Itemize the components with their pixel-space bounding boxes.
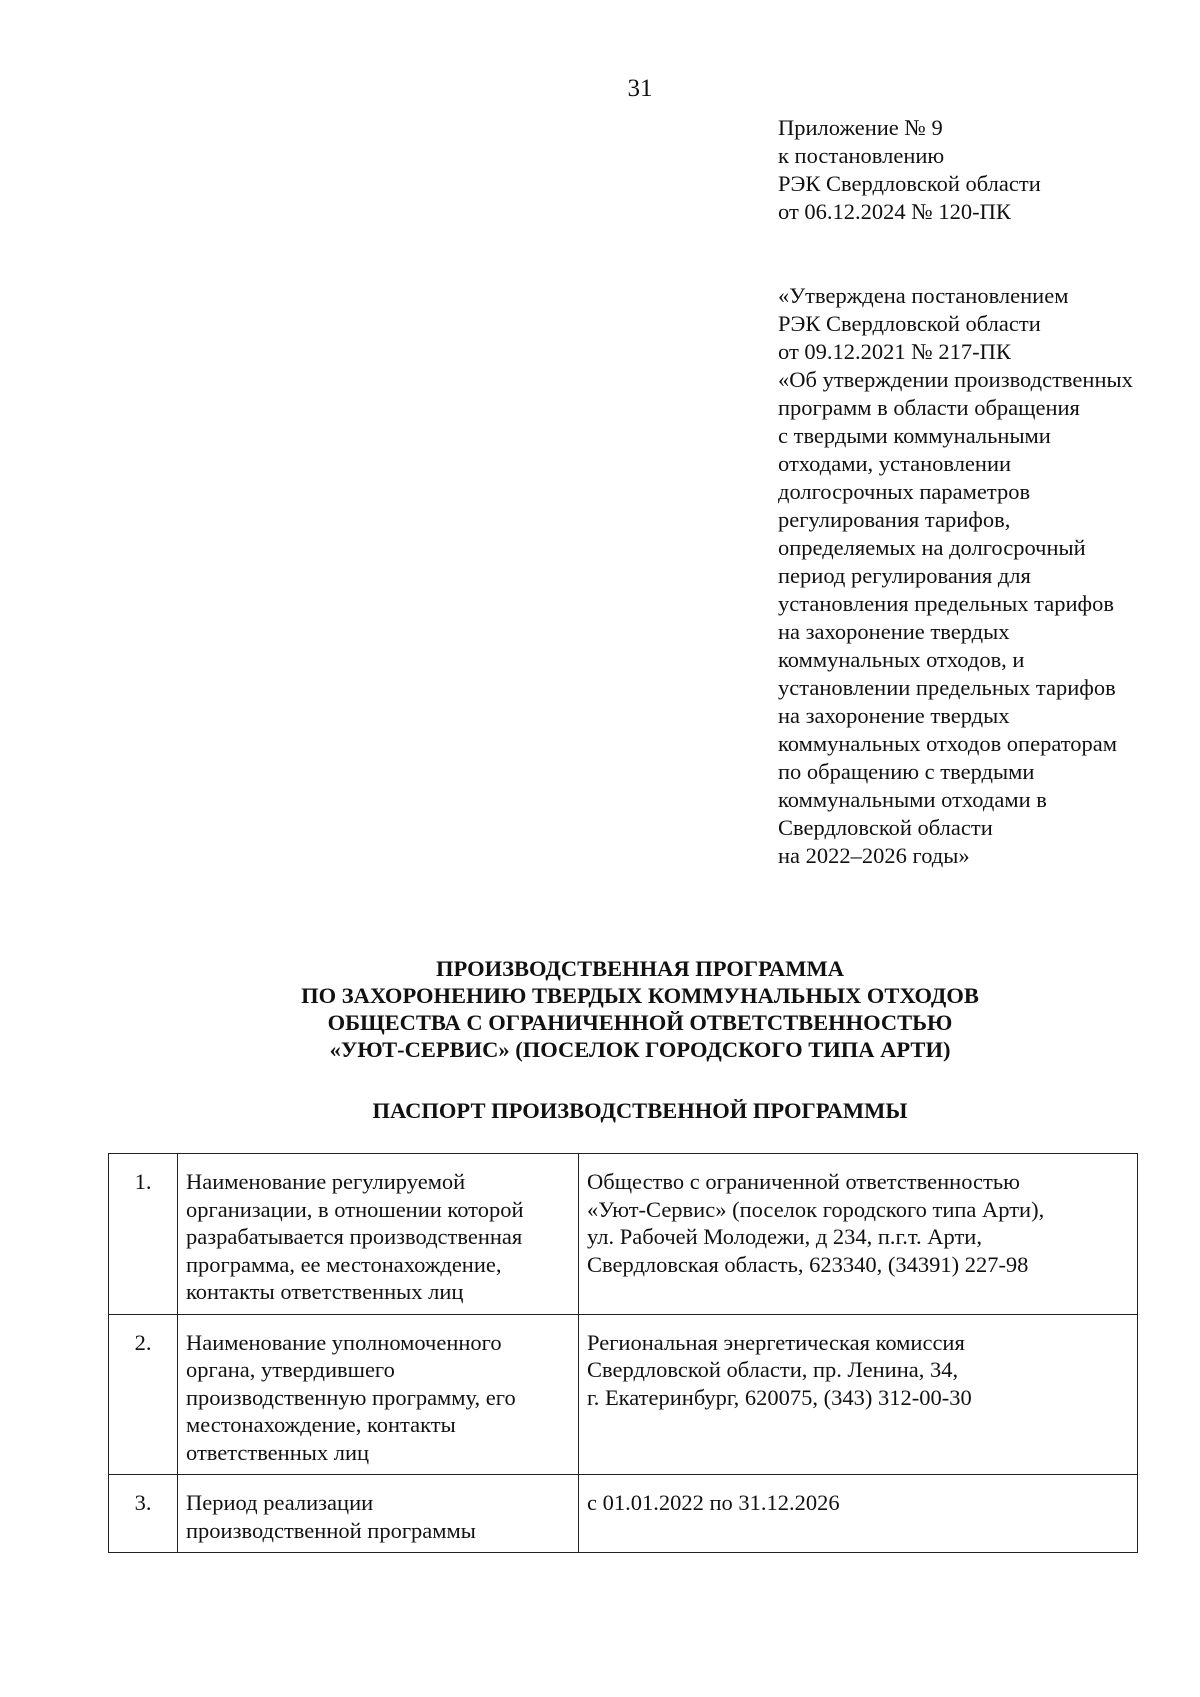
approval-line: определяемых на долгосрочный bbox=[778, 535, 1086, 560]
approval-reference bbox=[778, 282, 1188, 870]
row-label-line: контакты ответственных лиц bbox=[186, 1279, 464, 1304]
row-value-line: с 01.01.2022 по 31.12.2026 bbox=[587, 1490, 840, 1515]
row-label-line: Наименование уполномоченного bbox=[186, 1329, 502, 1355]
approval-line: «Об утверждении производственных bbox=[778, 367, 1133, 392]
row-value-line: «Уют-Сервис» (поселок городского типа Арти), bbox=[587, 1196, 1045, 1222]
approval-line: отходами, установлении bbox=[778, 451, 1012, 476]
row-value-line: г. Екатеринбург, 620075, (343) 312-00-30 bbox=[587, 1384, 972, 1410]
approval-line: на захоронение твердых bbox=[778, 703, 1010, 728]
approval-line: установления предельных тарифов bbox=[778, 591, 1114, 616]
row-label bbox=[178, 1154, 579, 1315]
row-label-line: разрабатывается производственная bbox=[186, 1224, 523, 1249]
approval-line: РЭК Свердловской области bbox=[778, 311, 1041, 336]
row-label-line: местонахождение, контакты bbox=[186, 1412, 456, 1437]
approval-line: «Утверждена постановлением bbox=[778, 283, 1069, 308]
row-value-line: Свердловской области, пр. Ленина, 34, bbox=[587, 1357, 959, 1382]
row-number: 2. bbox=[109, 1314, 178, 1475]
row-value-line: Общество с ограниченной ответственностью bbox=[587, 1169, 1020, 1194]
program-title-line: ПРОИЗВОДСТВЕННАЯ ПРОГРАММА bbox=[435, 956, 845, 981]
approval-line: на 2022–2026 годы» bbox=[778, 843, 970, 868]
row-label bbox=[178, 1314, 579, 1475]
row-label-line: программа, ее местонахождение, bbox=[186, 1251, 502, 1277]
program-title-line: «УЮТ-СЕРВИС» (ПОСЕЛОК ГОРОДСКОГО ТИПА АРТИ) bbox=[329, 1037, 951, 1062]
approval-line: коммунальными отходами в bbox=[778, 787, 1047, 812]
appendix-line: РЭК Свердловской области bbox=[778, 171, 1041, 196]
row-label-line: ответственных лиц bbox=[186, 1439, 370, 1465]
approval-line: установлении предельных тарифов bbox=[778, 675, 1116, 700]
approval-line: регулирования тарифов, bbox=[778, 507, 1011, 532]
row-value bbox=[579, 1154, 1138, 1315]
table-row bbox=[109, 1314, 1138, 1475]
approval-line: программ в области обращения bbox=[778, 395, 1080, 420]
program-title-line: ОБЩЕСТВА С ОГРАНИЧЕННОЙ ОТВЕТСТВЕННОСТЬЮ bbox=[327, 1010, 953, 1035]
approval-line: долгосрочных параметров bbox=[778, 479, 1031, 504]
approval-line: Свердловской области bbox=[778, 815, 993, 840]
row-value-line: Региональная энергетическая комиссия bbox=[587, 1329, 965, 1355]
row-label-line: производственной программы bbox=[186, 1517, 476, 1543]
row-value-line: ул. Рабочей Молодежи, д 234, п.г.т. Арти, bbox=[587, 1224, 982, 1249]
row-label-line: Наименование регулируемой bbox=[186, 1169, 466, 1194]
row-number: 3. bbox=[109, 1475, 178, 1553]
row-value bbox=[579, 1475, 1138, 1553]
row-label-line: производственную программу, его bbox=[186, 1384, 516, 1410]
row-label-line: органа, утвердившего bbox=[186, 1357, 395, 1382]
table-row bbox=[109, 1154, 1138, 1315]
row-label bbox=[178, 1475, 579, 1553]
row-label-line: организации, в отношении которой bbox=[186, 1196, 524, 1222]
approval-line: с твердыми коммунальными bbox=[778, 423, 1051, 448]
row-label-line: Период реализации bbox=[186, 1490, 374, 1515]
approval-line: по обращению с твердыми bbox=[778, 759, 1035, 784]
row-value bbox=[579, 1314, 1138, 1475]
approval-line: на захоронение твердых bbox=[778, 619, 1010, 644]
program-title-line: ПО ЗАХОРОНЕНИЮ ТВЕРДЫХ КОММУНАЛЬНЫХ ОТХОДОВ bbox=[301, 983, 979, 1008]
program-title bbox=[0, 955, 1200, 1063]
approval-line: коммунальных отходов операторам bbox=[778, 731, 1118, 756]
table-row bbox=[109, 1475, 1138, 1553]
appendix-reference bbox=[778, 114, 1188, 226]
appendix-line: к постановлению bbox=[778, 143, 945, 168]
row-number: 1. bbox=[109, 1154, 178, 1315]
approval-line: период регулирования для bbox=[778, 563, 1031, 588]
passport-title: ПАСПОРТ ПРОИЗВОДСТВЕННОЙ ПРОГРАММЫ bbox=[372, 1098, 908, 1123]
row-value-line: Свердловская область, 623340, (34391) 227-98 bbox=[587, 1251, 1029, 1277]
page-number: 31 bbox=[627, 75, 653, 102]
appendix-line: Приложение № 9 bbox=[778, 115, 943, 140]
approval-line: коммунальных отходов, и bbox=[778, 647, 1025, 672]
appendix-line: от 06.12.2024 № 120-ПК bbox=[778, 199, 1011, 224]
passport-table bbox=[108, 1153, 1138, 1553]
approval-line: от 09.12.2021 № 217-ПК bbox=[778, 339, 1011, 364]
